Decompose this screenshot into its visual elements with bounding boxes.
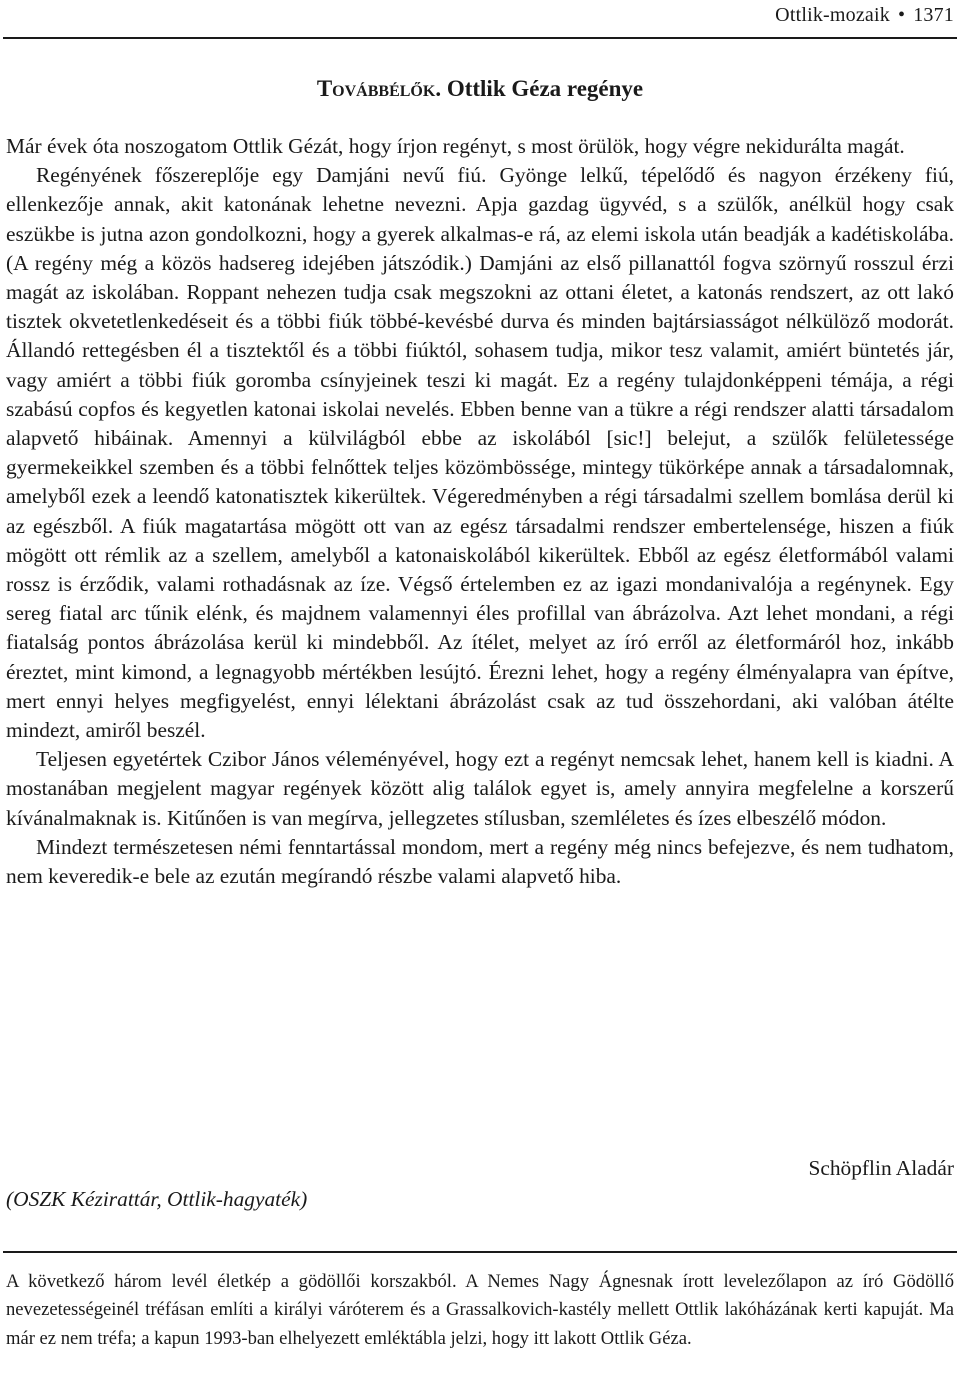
page-number: 1371 bbox=[913, 4, 954, 26]
article-title-smallcaps: Továbbélők. bbox=[316, 76, 442, 101]
running-head-title: Ottlik-mozaik bbox=[775, 4, 890, 26]
paragraph-3: Teljesen egyetértek Czibor János véleményével, hogy ezt a regényt nemcsak lehet, hanem kell is kiadni. A mostanában megjelent magyar regények között alig találok egyet is, amely annyira megfelelne a korszerű kívánalmaknak is. Kitűnően is van megírva, jellegzetes stílusban, szemléletes és ízes elbeszélő módon. bbox=[6, 747, 954, 830]
signature: Schöpflin Aladár bbox=[808, 1156, 954, 1180]
note-rule bbox=[3, 1251, 957, 1253]
article-title-rest: Ottlik Géza regénye bbox=[441, 76, 644, 101]
article-body bbox=[6, 132, 954, 891]
running-head-separator: • bbox=[897, 4, 906, 26]
editorial-note: A következő három levél életkép a gödöllői korszakból. A Nemes Nagy Ágnesnak írott levelezőlapon az író Gödöllő nevezetességeinél tréfásan említi a királyi váróterem és a Grassalkovich-kastély mellett Ottlik lakóházának kerti kapuját. Ma már ez nem tréfa; a kapun 1993-ban elhelyezett emléktábla jelzi, hogy itt lakott Ottlik Géza. bbox=[6, 1271, 954, 1349]
paragraph-4: Mindezt természetesen némi fenntartással mondom, mert a regény még nincs befejezve, és nem tudhatom, nem keveredik-e bele az ezután megírandó részbe valami alapvető hiba. bbox=[6, 834, 954, 889]
article-title bbox=[0, 76, 960, 102]
paragraph-1: Már évek óta noszogatom Ottlik Gézát, hogy írjon regényt, s most örülök, hogy végre nekidurálta magát. bbox=[6, 134, 905, 158]
source-citation: (OSZK Kézirattár, Ottlik-hagyaték) bbox=[6, 1187, 308, 1211]
header-rule bbox=[3, 37, 957, 39]
running-head bbox=[775, 4, 954, 27]
paragraph-2: Regényének főszereplője egy Damjáni nevű fiú. Gyönge lelkű, tépelődő és nagyon érzékeny fiú, ellenkezője annak, akit katonának lehetne nevezni. Apja gazdag ügyvéd, s a szülők, anélkül hogy csak eszükbe is jutna azon gondolkozni, hogy a gyerek alkalmas-e rá, az elemi iskola után beadják a kadétiskolába. (A regény még a közös hadsereg idejében játszódik.) Damjáni az első pillanattól fogva szörnyű rosszul érzi magát az iskolában. Roppant nehezen tudja csak megszokni az ottani életet, a katonás rendszert, az ott lakó tisztek okvetetlenkedéseit és a többi fiúk többé-kevésbé durva és minden bajtársiasságot nélkülöző modorát. Állandó rettegésben él a tisztektől és a többi fiúktól, sohasem tudja, mikor tesz valamit, amiért büntetés jár, vagy amiért a többi fiúk goromba csínyjeinek teszi ki magát. Ez a regény tulajdonképpeni témája, a régi szabású copfos és kegyetlen katonai iskolai nevelés. Ebben benne van a tükre a régi rendszer alatti társadalom alapvető hibáinak. Amennyi a külvilágból ebbe az iskolából [sic!] belejut, a szülők felületessége gyermekeikkel szemben és a többi felnőttek teljes közömbössége, mintegy tükörképe annak a társadalomnak, amelyből ezek a leendő katonatisztek kikerültek. Végeredményben a régi társadalmi szellem bomlása derül ki az egészből. A fiúk magatartása mögött ott van az egész társadalmi rendszer embertelensége, hiszen a fiúk mögött ott rémlik az a szellem, amelyből a katonaiskolából kikerültek. Ebből az egész életformából valami rossz is érződik, valami rothadásnak az íze. Végső értelemben ez az igazi mondanivalója a regénynek. Egy sereg fiatal arc tűnik elénk, és majdnem valamennyi éles profillal van ábrázolva. Azt lehet mondani, a régi fiatalság pontos ábrázolása kerül ki mindebből. Az ítélet, melyet az író erről az életformáról hoz, inkább éreztet, mint kimond, a legnagyobb mértékben lesújtó. Érezni lehet, hogy a regény élményalapra van építve, mert ennyi helyes megfigyelést, ennyi lélektani ábrázolást csak az tud összehordani, aki valóban átélte mindezt, amiről beszél. bbox=[6, 163, 954, 743]
